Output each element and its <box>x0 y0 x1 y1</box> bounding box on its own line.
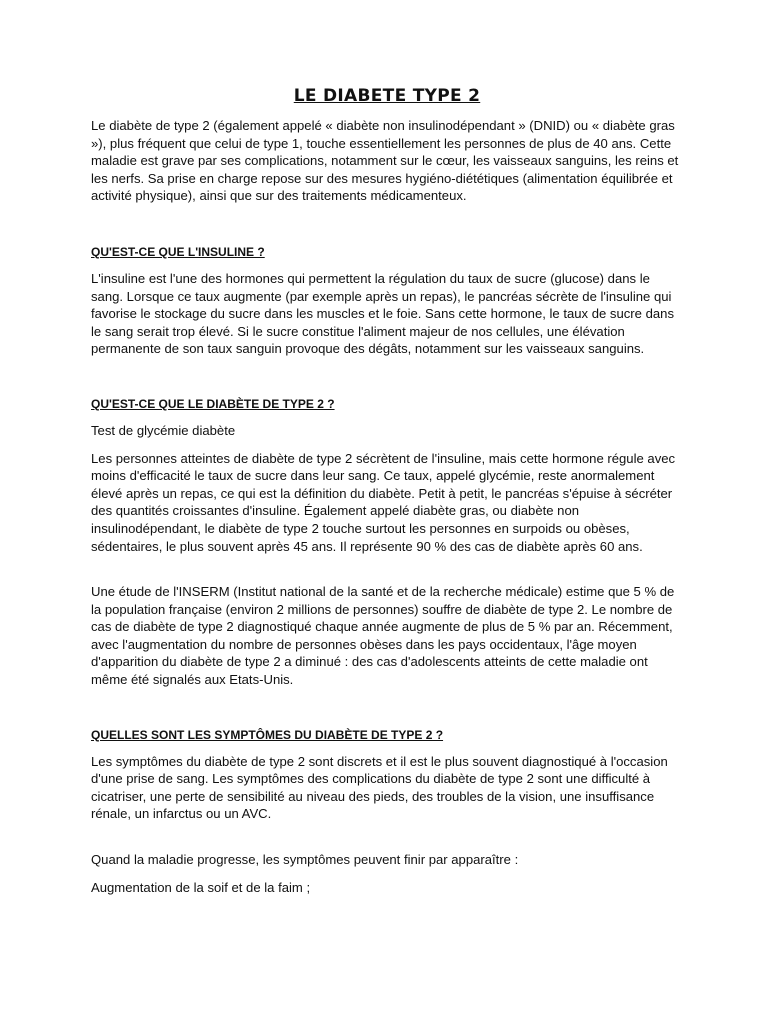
heading-insuline: QU'EST-CE QUE L'INSULINE ? <box>91 244 265 259</box>
insuline-paragraph: L'insuline est l'une des hormones qui permettent la régulation du taux de sucre (glucose) dans le sang. Lorsque ce taux augmente (par exemple après un repas), le pancréas sécrète de l'insuline qui favorise le stockage du sucre dans les muscles et le foie. Sans cette hormone, le taux de sucre dans le sang serait trop élevé. Si le sucre constitue l'aliment majeur de nos cellules, une élévation permanente de son taux sanguin provoque des dégâts, notamment sur les vaisseaux sanguins. <box>91 270 674 357</box>
heading-symptomes: QUELLES SONT LES SYMPTÔMES DU DIABÈTE DE TYPE 2 ? <box>91 727 444 742</box>
symptomes-paragraph-3: Augmentation de la soif et de la faim ; <box>91 879 311 895</box>
symptomes-paragraph-1: Les symptômes du diabète de type 2 sont discrets et il est le plus souvent diagnostiqué à l'occasion d'une prise de sang. Les symptômes des complications du diabète de type 2 sont une difficulté à cicatriser, une perte de sensibilité au niveau des pieds, des troubles de la vision, une insuffisance rénale, un infarctus ou un AVC. <box>91 753 668 822</box>
image-caption: Test de glycémie diabète <box>91 422 236 438</box>
document-page <box>91 86 683 896</box>
intro-paragraph: Le diabète de type 2 (également appelé « diabète non insulinodépendant » (DNID) ou « diabète gras »), plus fréquent que celui de type 1, touche essentiellement les personnes de plus de 40 ans. Cette maladie est grave par ses complications, notamment sur le cœur, les vaisseaux sanguins, les reins et les nerfs. Sa prise en charge repose sur des mesures hygiéno-diététiques (alimentation équilibrée et activité physique), ainsi que sur des traitements médicamenteux. <box>91 118 679 204</box>
diabete-paragraph-2: Une étude de l'INSERM (Institut national de la santé et de la recherche médicale) estime que 5 % de la population française (environ 2 millions de personnes) souffre de diabète de type 2. Le nombre de cas de diabète de type 2 diagnostiqué chaque année augmente de plus de 5 % par an. Récemment, avec l'augmentation du nombre de personnes obèses dans les pays occidentaux, l'âge moyen d'apparition du diabète de type 2 a diminué : des cas d'adolescents atteints de cette maladie ont même été signalés aux Etats-Unis. <box>91 584 675 688</box>
heading-diabete-type2: QU'EST-CE QUE LE DIABÈTE DE TYPE 2 ? <box>91 396 335 411</box>
document-title: LE DIABETE TYPE 2 <box>293 86 481 106</box>
diabete-paragraph-1: Les personnes atteintes de diabète de type 2 sécrètent de l'insuline, mais cette hormone régule avec moins d'efficacité le taux de sucre dans leur sang. Ce taux, appelé glycémie, reste anormalement élevé après un repas, ce qui est la définition du diabète. Petit à petit, le pancréas s'épuise à sécréter des quantités croissantes d'insuline. Également appelé diabète gras, ou diabète non insulinodépendant, le diabète de type 2 touche surtout les personnes en surpoids ou obèses, sédentaires, le plus souvent après 45 ans. Il représente 90 % des cas de diabète après 60 ans. <box>91 450 676 554</box>
symptomes-paragraph-2: Quand la maladie progresse, les symptômes peuvent finir par apparaître : <box>91 852 519 868</box>
